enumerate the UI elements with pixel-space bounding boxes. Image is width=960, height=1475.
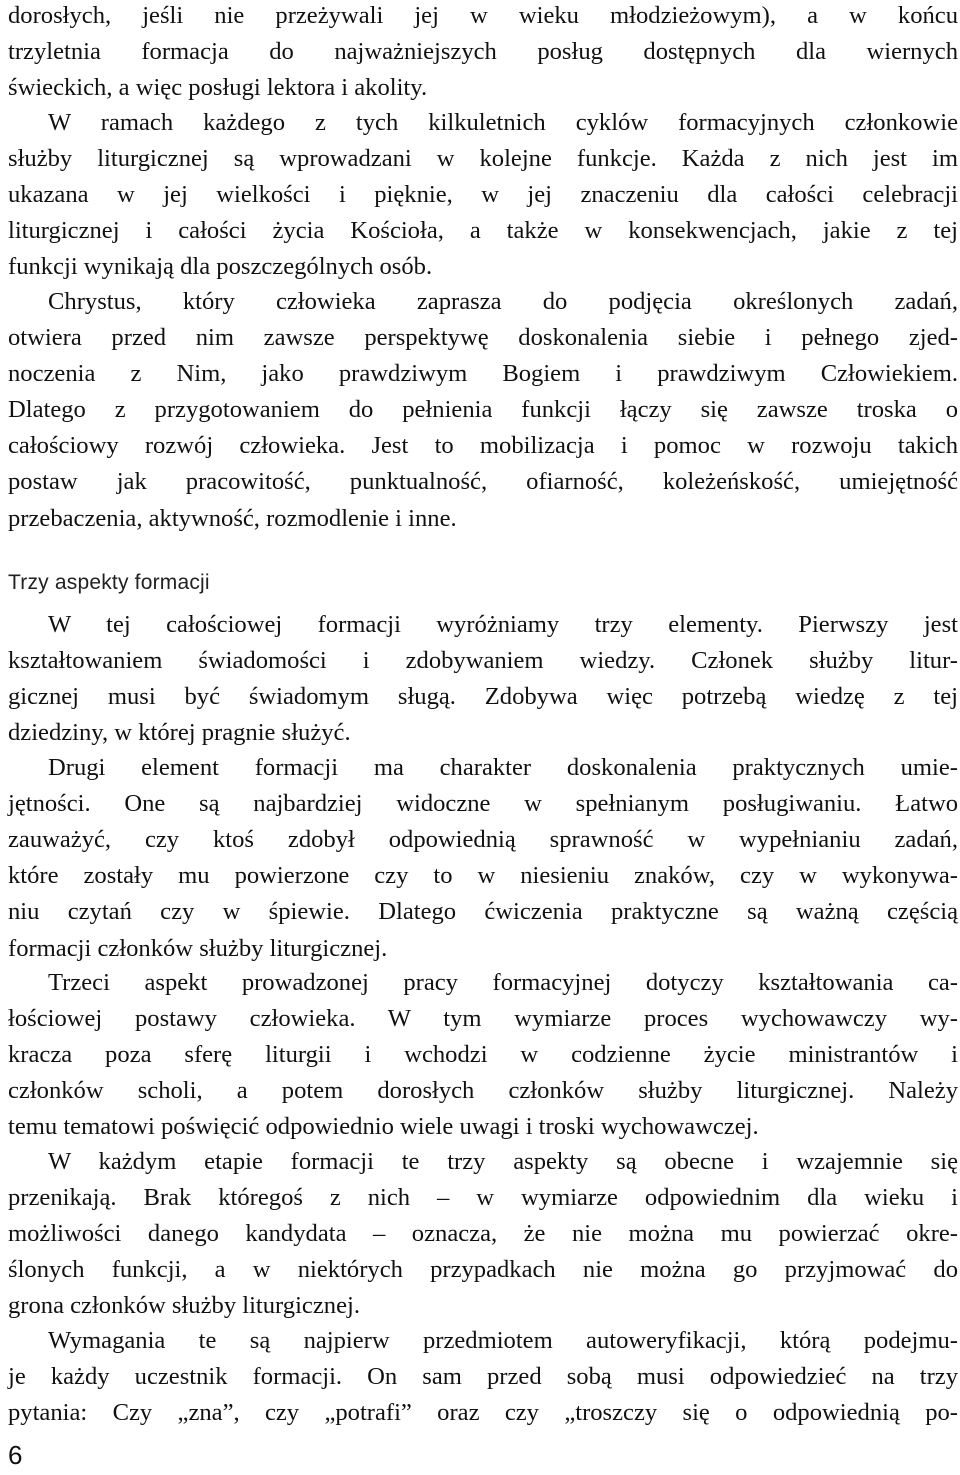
text-line: W każdym etapie formacji te trzy aspekty są obecne i wzajemnie się	[48, 1147, 958, 1175]
paragraph-6	[8, 965, 958, 1146]
text-line: przenikają. Brak któregoś z nich – w wymiarze odpowiednim dla wieku i	[8, 1183, 958, 1211]
text-line: otwiera przed nim zawsze perspektywę doskonalenia siebie i pełnego zjed-	[8, 323, 958, 351]
text-line: formacji członków służby liturgicznej.	[8, 934, 388, 962]
text-line: W tej całościowej formacji wyróżniamy trzy elementy. Pierwszy jest	[48, 610, 958, 638]
paragraph-1	[8, 0, 958, 107]
text-line: dorosłych, jeśli nie przeżywali jej w wieku młodzieżowym), a w końcu	[8, 2, 958, 29]
text-line: które zostały mu powierzone czy to w niesieniu znaków, czy w wykonywa-	[8, 862, 958, 890]
text-line: kształtowaniem świadomości i zdobywaniem wiedzy. Członek służby litur-	[8, 647, 958, 674]
text-line: kracza poza sferę liturgii i wchodzi w codzienne życie ministrantów i	[8, 1041, 958, 1069]
paragraph-7	[8, 1144, 958, 1325]
paragraph-3	[8, 284, 958, 537]
text-line: gicznej musi być świadomym sługą. Zdobywa więc potrzebą wiedzę z tej	[8, 683, 958, 711]
text-line: temu tematowi poświęcić odpowiednio wiele uwagi i troski wychowawczej.	[8, 1113, 759, 1141]
text-line: jętności. One są najbardziej widoczne w spełnianym posługiwaniu. Łatwo	[8, 789, 958, 817]
text-line: grona członków służby liturgicznej.	[8, 1292, 360, 1320]
paragraph-8	[8, 1323, 958, 1432]
text-line: pytania: Czy „zna”, czy „potrafi” oraz czy „troszczy się o odpowiednią po-	[8, 1398, 958, 1426]
text-line: dziedziny, w której pragnie służyć.	[8, 719, 351, 747]
text-line: zauważyć, czy ktoś zdobył odpowiednią sprawność w wypełnianiu zadań,	[8, 825, 958, 853]
text-line: W ramach każdego z tych kilkuletnich cyklów formacyjnych członkowie	[48, 108, 958, 136]
text-line: liturgicznej i całości życia Kościoła, a także w konsekwencjach, jakie z tej	[8, 217, 958, 245]
paragraph-2	[8, 105, 958, 286]
page-number: 6	[8, 1440, 23, 1470]
text-line: Trzeci aspekt prowadzonej pracy formacyjnej dotyczy kształtowania ca-	[48, 968, 958, 996]
text-line: postaw jak pracowitość, punktualność, ofiarność, koleżeńskość, umiejętność	[8, 468, 958, 496]
text-line: członków scholi, a potem dorosłych członków służby liturgicznej. Należy	[8, 1077, 958, 1105]
paragraph-4	[8, 607, 958, 752]
text-line: całościowy rozwój człowieka. Jest to mobilizacja i pomoc w rozwoju takich	[8, 432, 958, 460]
document-page	[8, 0, 958, 1431]
text-line: Drugi element formacji ma charakter doskonalenia praktycznych umie-	[48, 753, 958, 781]
text-line: Dlatego z przygotowaniem do pełnienia funkcji łączy się zawsze troska o	[8, 396, 958, 424]
text-line: noczenia z Nim, jako prawdziwym Bogiem i prawdziwym Człowiekiem.	[8, 359, 958, 387]
text-line: je każdy uczestnik formacji. On sam przed sobą musi odpowiedzieć na trzy	[8, 1362, 958, 1390]
text-line: ukazana w jej wielkości i pięknie, w jej znaczeniu dla całości celebracji	[8, 180, 958, 208]
text-line: Chrystus, który człowieka zaprasza do podjęcia określonych zadań,	[48, 287, 958, 315]
text-line: możliwości danego kandydata – oznacza, że nie można mu powierzać okre-	[8, 1220, 958, 1247]
text-line: Wymagania te są najpierw przedmiotem autoweryfikacji, którą podejmu-	[48, 1326, 958, 1354]
text-line: funkcji wynikają dla poszczególnych osób.	[8, 253, 433, 281]
section-heading: Trzy aspekty formacji	[8, 570, 210, 594]
text-line: świeckich, a więc posługi lektora i akolity.	[8, 74, 428, 102]
section-heading-wrapper	[8, 565, 958, 601]
paragraph-5	[8, 750, 958, 967]
text-line: niu czytań czy w śpiewie. Dlatego ćwiczenia praktyczne są ważną częścią	[8, 898, 958, 926]
text-line: trzyletnia formacja do najważniejszych posług dostępnych dla wiernych	[8, 38, 958, 66]
text-line: służby liturgicznej są wprowadzani w kolejne funkcje. Każda z nich jest im	[8, 144, 958, 172]
text-line: ślonych funkcji, a w niektórych przypadkach nie można go przyjmować do	[8, 1256, 958, 1284]
text-line: łościowej postawy człowieka. W tym wymiarze proces wychowawczy wy-	[8, 1004, 958, 1032]
text-line: przebaczenia, aktywność, rozmodlenie i inne.	[8, 504, 457, 532]
